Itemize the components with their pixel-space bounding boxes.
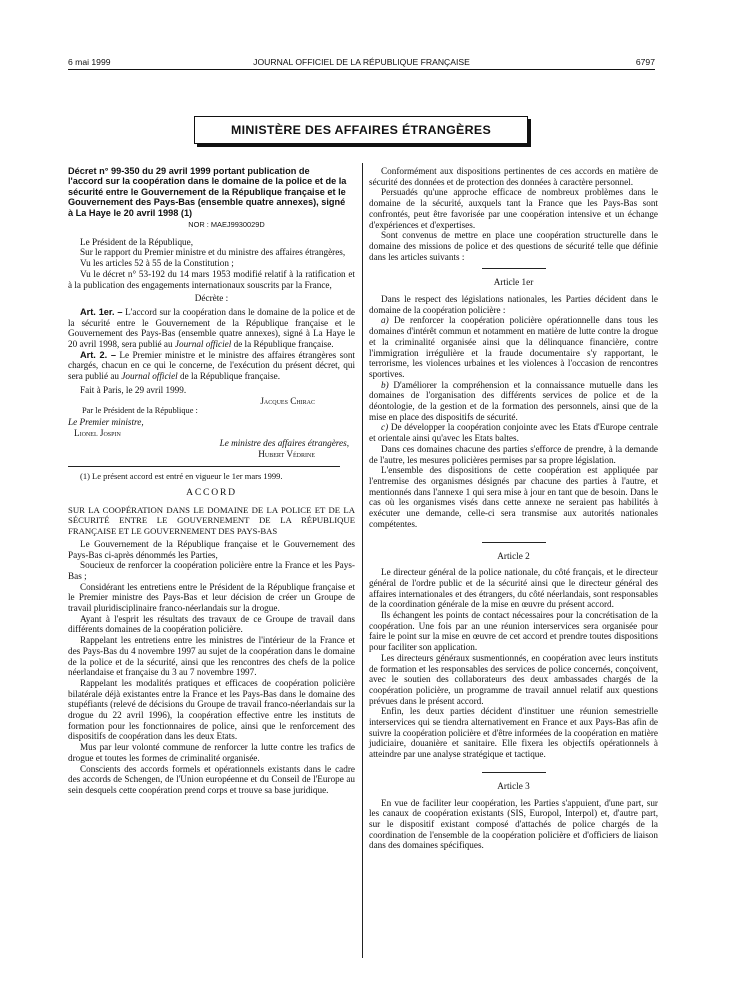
premier-ministre-name: Lionel Jospin [74,427,121,438]
journal-officiel-ref: Journal officiel [121,371,178,382]
accord-paragraph: Rappelant les modalités pratiques et efficaces de coopération policière bilatérale déjà existantes entre la France et les Pays-Bas dans le domaine des stupéfiants (relevé de décisions du Groupe de travail franco-néerlandais sur la drogue du 22 avril 1996), la coopération effective entre les instituts de formation pour les fonctionnaires de police, ainsi que le renforcement des dispositifs de coopération dans les deux Etats. [68,677,355,742]
premier-ministre-title: Le Premier ministre, [68,416,144,427]
column-divider [362,163,363,958]
article-1-item-c: c) De développer la coopération conjointe avec les Etats d'Europe centrale et orientale ainsi qu'avec les Etats baltes. [369,422,658,444]
header-date: 6 mai 1999 [68,57,111,67]
accord-paragraph: Ayant à l'esprit les résultats des travaux de ce Groupe de travail dans différents domaines de la coopération policière. [68,613,355,635]
article-2-lead: Art. 2. – [80,349,116,360]
article-separator [482,268,546,269]
header-rule [68,69,655,70]
visa-constitution: Vu les articles 52 à 55 de la Constitution ; [80,258,234,269]
signature-president: Jacques Chirac [260,395,315,406]
visa-rapport: Sur le rapport du Premier ministre et du ministre des affaires étrangères, [80,247,346,258]
article-1: Art. 1er. – L'accord sur la coopération dans le domaine de la police et de la sécurité entre le Gouvernement de la République française et le Gouvernement des Pays-Bas (ensemble quatre annexes), signé à La Haye le 20 avril 1998, sera publié au Journal officiel de la République française. [68,306,355,350]
nor-reference: NOR : MAEJ9930029D [188,220,265,230]
decrete: Décrète : [194,293,229,304]
running-header [68,57,655,69]
accord-paragraph: Mus par leur volonté commune de renforcer la lutte contre les trafics de drogue et toutes les formes de criminalité organisée. [68,742,355,763]
accord-title: SUR LA COOPÉRATION DANS LE DOMAINE DE LA POLICE ET DE LA SÉCURITÉ ENTRE LE GOUVERNEMENT DE LA RÉPUBLIQUE FRANÇAISE ET LE GOUVERNEMENT DES PAYS-BAS [68,505,355,536]
article-1-heading: Article 1er [493,277,534,288]
visa-president: Le Président de la République, [80,236,194,247]
article-3-heading: Article 3 [497,780,530,791]
article-separator [482,772,546,773]
preamble-paragraph: Conformément aux dispositions pertinentes de ces accords en matière de sécurité des données et de protection des données à caractère personnel. [369,166,658,187]
right-column [369,166,658,851]
article-2-paragraph: Enfin, les deux parties décident d'instituer une réunion semestrielle interservices qui se tiendra alternativement en France et aux Pays-Bas afin de suivre la coopération policière et d'être informées de la coopération en matière judiciaire, douanière et sanitaire. Elle fixera les objectifs opérationnels à atteindre par une analyse stratégique et tactique. [369,706,658,760]
accord-paragraph: Le Gouvernement de la République française et le Gouvernement des Pays-Bas ci-après dénommés les Parties, [68,538,355,560]
header-page-number: 6797 [635,57,655,67]
ministre-affaires-etrangeres-title: Le ministre des affaires étrangères, [219,438,349,449]
article-2-paragraph: Ils échangent les points de contact nécessaires pour la concrétisation de la coopération. Une fois par an une réunion interservices sera organisée pour faire le point sur la mise en œuvre de cet accord et prendre toutes dispositions pour faciliter son application. [369,610,658,653]
article-2-paragraph: Le directeur général de la police nationale, du côté français, et le directeur général de l'ordre public et de la sécurité ainsi que le directeur général des affaires internationales et des étrangers, du côté néerlandais, sont responsables de la coordination générale de la mise en œuvre du présent accord. [369,567,658,610]
fait-a-paris: Fait à Paris, le 29 avril 1999. [80,384,187,395]
preamble-paragraph: Sont convenus de mettre en place une coopération structurelle dans le domaine des missions de police et des questions de sécurité telle que définie dans les articles suivants : [369,230,658,262]
decree-title: Décret n° 99-350 du 29 avril 1999 portant publication de l'accord sur la coopération dans le domaine de la police et de la sécurité entre le Gouvernement de la République française et le Gouvernement des Pays-Bas (ensemble quatre annexes), signé à La Haye le 20 avril 1998 (1) [68,166,347,218]
article-1-lead: Art. 1er. – [80,306,123,317]
visa-decret: Vu le décret n° 53-192 du 14 mars 1953 modifié relatif à la ratification et à la publication des engagements internationaux souscrits par la France, [68,268,355,290]
preamble-paragraph: Persuadés qu'une approche efficace de nombreux problèmes dans le domaine de la sécurité, auxquels tant la France que les Pays-Bas sont confrontés, peut être favorisée par une coopération intensive et un échange d'expériences et d'expertises. [369,187,658,230]
par-le-president: Par le Président de la République : [82,406,198,416]
header-journal-title: JOURNAL OFFICIEL DE LA RÉPUBLIQUE FRANÇAISE [253,57,470,67]
footnote: (1) Le présent accord est entré en vigueur le 1er mars 1999. [80,470,283,481]
article-1-item-a: a) De renforcer la coopération policière opérationnelle dans tous les domaines d'intérêt commun et notamment en matière de lutte contre la drogue et la criminalité organisée ainsi que la délinquance financière, contre l'immigration irrégulière et la fraude documentaire s'y rapportant, le terrorisme, les violences urbaines et les violences à l'occasion de rencontres sportives. [369,315,658,379]
accord-paragraph: Rappelant les entretiens entre les ministres de l'intérieur de la France et des Pays-Bas du 4 novembre 1997 au sujet de la coopération dans le domaine de la police et de la sécurité, ainsi que les rencontres des chefs de la police néerlandaise et française du 3 au 7 novembre 1997. [68,635,355,678]
journal-officiel-ref: Journal officiel [174,339,232,350]
accord-paragraph: Conscients des accords formels et opérationnels existants dans le cadre des accords de Schengen, de l'Union européenne et du Conseil de l'Europe au sein desquels cette coopération prend corps et trouve sa base juridique. [68,763,355,795]
ministre-affaires-etrangeres-name: Hubert Védrine [258,449,315,460]
article-3-paragraph: En vue de faciliter leur coopération, les Parties s'appuient, d'une part, sur les canaux de coopération existants (SIS, Europol, Interpol) et, d'autre part, sur le dispositif existant composé d'attachés de police chargés de la coordination de l'ensemble de la coopération policière et d'officiers de liaison dans des domaines spécifiques. [369,797,658,851]
article-1-paragraph: Dans ces domaines chacune des parties s'efforce de prendre, à la demande de l'autre, les mesures policières permises par sa propre législation. [369,443,658,465]
ministry-box [194,116,528,144]
article-1-item-b: b) D'améliorer la compréhension et la connaissance mutuelle dans les domaines de l'organisation des différents services de police et de la déontologie, de la gestion et de la formation des personnels, ainsi que de la mise en place des dispositifs de sécurité. [369,379,658,422]
article-2-heading: Article 2 [497,550,530,561]
ministry-title: MINISTÈRE DES AFFAIRES ÉTRANGÈRES [230,123,492,137]
accord-heading: ACCORD [186,486,237,498]
article-2-paragraph: Les directeurs généraux susmentionnés, en coopération avec leurs instituts de formation et les responsables des services de police concernés, conçoivent, avec le soutien des collaborateurs des deux ambassades chargés de la coopération policière, un programme de travail annuel relatif aux questions prévues dans le présent accord. [369,652,658,706]
article-2: Art. 2. – Le Premier ministre et le ministre des affaires étrangères sont chargés, chacun en ce qui le concerne, de l'exécution du présent décret, qui sera publié au Journal officiel de la République française. [68,349,355,382]
left-column [68,166,355,796]
accord-paragraph: Soucieux de renforcer la coopération policière entre la France et les Pays-Bas ; [68,560,355,581]
accord-paragraph: Considérant les entretiens entre le Président de la République française et le Premier ministre des Pays-Bas et leur décision de créer un Groupe de travail pluridisciplinaire franco-néerlandais sur la drogue. [68,581,355,614]
article-1-intro: Dans le respect des législations nationales, les Parties décident dans le domaine de la coopération policière : [369,294,658,315]
article-1-paragraph: L'ensemble des dispositions de cette coopération est appliquée par l'entremise des organismes désignés par chacune des parties à l'autre, et mentionnés dans l'annexe 1 qui sera mise à jour en tant que de besoin. Dans le cas où les organismes visés dans cette annexe ne seraient pas habilités à exécuter une demande, celle-ci sera transmise aux autorités nationales compétentes. [369,465,658,529]
footnote-rule [68,466,340,467]
article-separator [482,542,546,543]
